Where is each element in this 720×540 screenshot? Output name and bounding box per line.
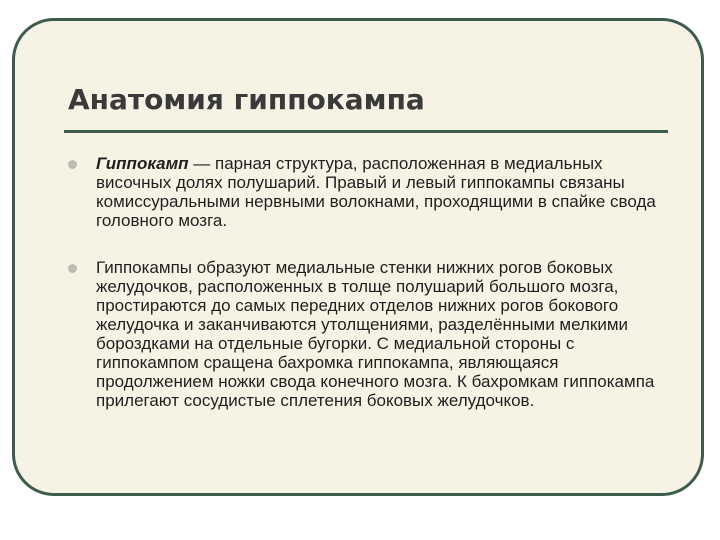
bullet-icon	[68, 160, 77, 169]
bullet-icon	[68, 264, 77, 273]
bullet-item-hippocampus-structure	[68, 258, 668, 410]
bullet-list	[68, 154, 668, 410]
bullet-term: Гиппокамп	[96, 154, 189, 173]
bullet-item-hippocampus-definition	[68, 154, 668, 230]
bullet-text: — парная структура, расположенная в медиальных височных долях полушарий. Правый и левый гиппокампы связаны комиссуральными нервными волокнами, проходящими в спайке свода головного мозга.	[96, 154, 656, 230]
title-divider	[64, 130, 668, 133]
slide-title: Анатомия гиппокампа	[68, 83, 425, 116]
bullet-text: Гиппокампы образуют медиальные стенки нижних рогов боковых желудочков, расположенных в толще полушарий большого мозга, простираются до самых передних отделов нижних рогов бокового желудочка и заканчиваются утолщениями, разделёнными мелкими бороздками на отдельные бугорки. С медиальной стороны с гиппокампом сращена бахромка гиппокампа, являющаяся продолжением ножки свода конечного мозга. К бахромкам гиппокампа прилегают сосудистые сплетения боковых желудочков.	[96, 258, 655, 410]
